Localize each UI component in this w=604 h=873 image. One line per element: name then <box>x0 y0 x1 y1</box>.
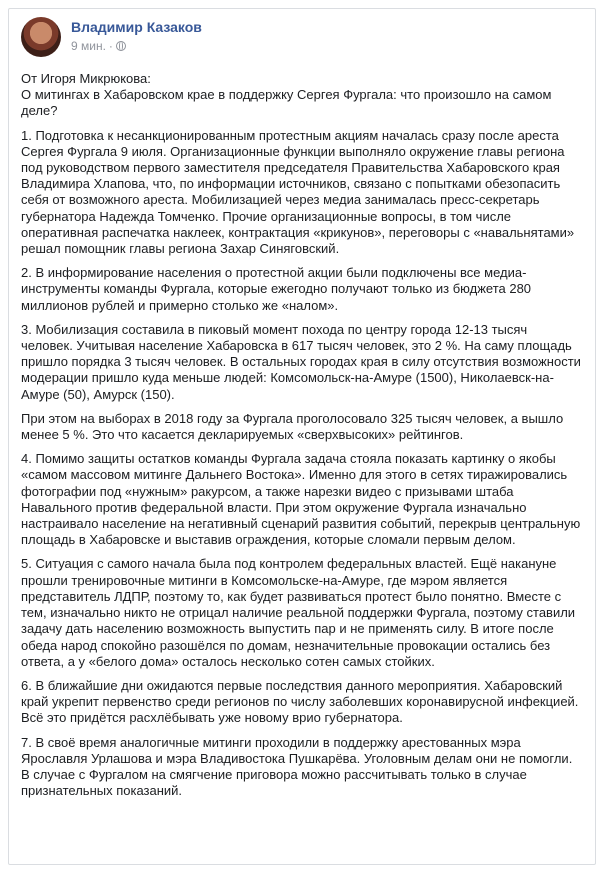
post-time[interactable]: 9 мин. <box>71 39 106 53</box>
globe-icon[interactable] <box>116 41 126 51</box>
paragraph-1: 1. Подготовка к несанкционированным протестным акциям началась сразу после ареста Сергея Фургала 9 июля. Организационные функции выполняло окружение главы региона под руководством первого заместителя председателя Правительства Хабаровского края Владимира Хлапова, что, по информации источников, связано с попытками обезопасить себя от возможного ареста. Мобилизацией через медиа занималась пресс-секретарь губернатора Надежда Томченко. Прочие организационные вопросы, в том числе оперативная распечатка наклеек, контрактация «крикунов», переговоры с «навальнятами» решал помощник главы региона Захар Синяговский. <box>21 127 575 257</box>
paragraph-4: 4. Помимо защиты остатков команды Фургала задача стояла показать картинку о якобы «самом массовом митинге Дальнего Востока». Именно для этого в сетях тиражировались фотографии под «нужным» ракурсом, а также нарезки видео с призывами штаба Навального против федеральной власти. При этом окружение Фургала изначально настраивало население на негативный сценарий развития событий, перекрыв центральную площадь в Хабаровске и выставив ограждения, которые сломали первым делом. <box>21 451 581 548</box>
paragraph-3: 3. Мобилизация составила в пиковый момент похода по центру города 12-13 тысяч человек. Учитывая население Хабаровска в 617 тысяч человек, это 2 %. На саму площадь пришло порядка 3 тысяч человек. В остальных городах края в силу отсутствия возможности модерации пришло куда меньше людей: Комсомольск-на-Амуре (1500), Николаевск-на-Амуре (50), Амурск (150). <box>21 321 581 402</box>
facebook-post <box>8 8 596 865</box>
author-name[interactable]: Владимир Казаков <box>71 19 202 35</box>
paragraph-intro: От Игоря Микрюкова: О митингах в Хабаровском крае в поддержку Сергея Фургала: что произошло на самом деле? <box>21 71 552 119</box>
paragraph-7: 7. В своё время аналогичные митинги проходили в поддержку арестованных мэра Ярославля Урлашова и мэра Владивостока Пушкарёва. Уголовным делам они не помогли. В случае с Фургалом на смягчение приговора можно рассчитывать только в случае признательных показаний. <box>21 734 573 799</box>
paragraph-2: 2. В информирование населения о протестной акции были подключены все медиа-инструменты команды Фургала, которые ежегодно получают только из бюджета 280 миллионов рублей и примерно столько же «налом». <box>21 265 532 313</box>
paragraph-5: 5. Ситуация с самого начала была под контролем федеральных властей. Ещё накануне прошли тренировочные митинги в Комсомольске-на-Амуре, где мэром является представитель ЛДПР, поэтому то, как будет развиваться протест было понятно. Вместе с тем, изначально никто не отрицал наличие реальной поддержки Фургала, поэтому ставили задачу дать населению возможность выпустить пар и не применять силу. В итоге после обеда народ спокойно разошёлся по домам, незначительные провокации остались без ответа, а у «белого дома» осталось несколько сотен самых стойких. <box>21 556 576 669</box>
post-body <box>21 71 581 807</box>
avatar[interactable] <box>21 17 61 57</box>
paragraph-6: 6. В ближайшие дни ожидаются первые последствия данного мероприятия. Хабаровский край укрепит первенство среди регионов по числу заболевших коронавирусной инфекцией. Всё это придётся расхлёбывать уже новому врио губернатора. <box>21 677 579 726</box>
paragraph-3b: При этом на выборах в 2018 году за Фургала проголосовало 325 тысяч человек, а вышло менее 5 %. Это что касается декларируемых «сверхвысоких» рейтингов. <box>21 410 564 443</box>
post-meta: 9 мин. · <box>71 39 126 53</box>
